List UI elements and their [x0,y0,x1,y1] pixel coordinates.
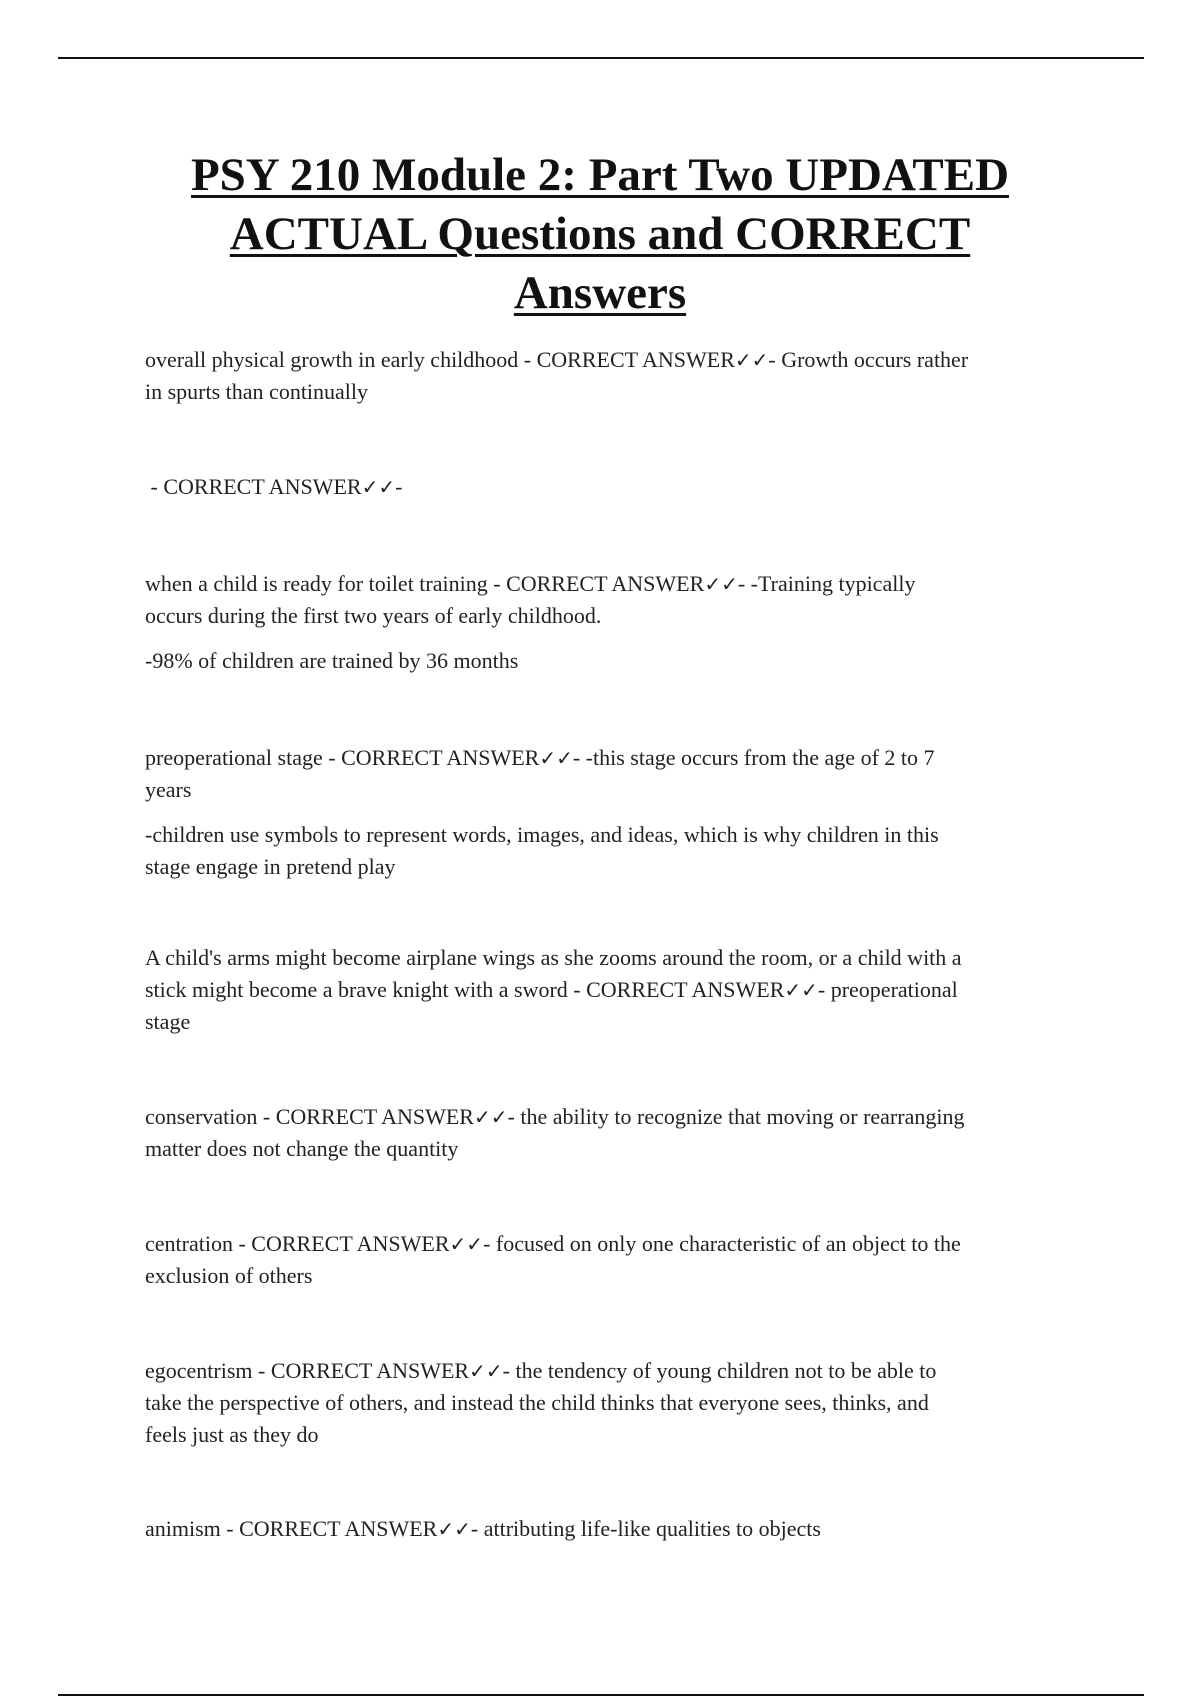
title-line: PSY 210 Module 2: Part Two UPDATED [190,149,1010,201]
double-check-icon: ✓✓ [539,746,573,770]
text-line: occurs during the first two years of early childhood. [145,603,602,628]
double-check-icon: ✓✓ [469,1359,503,1383]
text-line: egocentrism - CORRECT ANSWER✓✓- the tendency of young children not to be able to [145,1358,937,1383]
text-line: exclusion of others [145,1263,313,1288]
qa-paragraph [145,1228,1065,1292]
double-check-icon: ✓✓ [473,1105,508,1129]
text-line: -98% of children are trained by 36 months [145,648,519,673]
text-line: take the perspective of others, and instead the child thinks that everyone sees, thinks, and [145,1390,929,1415]
double-check-icon: ✓✓ [734,348,769,372]
text-line: matter does not change the quantity [145,1136,459,1161]
qa-paragraph [145,568,1065,632]
qa-paragraph [145,1513,1065,1545]
qa-paragraph [145,471,1065,503]
title-line: ACTUAL Questions and CORRECT [229,208,971,260]
text-line: preoperational stage - CORRECT ANSWER✓✓- -this stage occurs from the age of 2 to 7 [145,745,935,770]
qa-paragraph [145,942,1065,1038]
text-line: stage engage in pretend play [145,854,396,879]
text-line: stick might become a brave knight with a sword - CORRECT ANSWER✓✓- preoperational [145,977,958,1002]
document-title [80,146,1120,323]
footer-rule [58,1694,1144,1696]
double-check-icon: ✓✓ [437,1517,471,1541]
double-check-icon: ✓✓ [704,572,738,596]
qa-paragraph [145,1355,1065,1451]
text-line: when a child is ready for toilet training - CORRECT ANSWER✓✓- -Training typically [145,571,916,596]
text-line: centration - CORRECT ANSWER✓✓- focused on only one characteristic of an object to the [145,1231,961,1256]
text-line: overall physical growth in early childhood - CORRECT ANSWER✓✓- Growth occurs rather [145,347,969,372]
text-line: years [145,777,192,802]
text-line: stage [145,1009,191,1034]
text-line: A child's arms might become airplane wings as she zooms around the room, or a child with a [145,945,962,970]
qa-paragraph [145,819,1065,883]
text-line: - CORRECT ANSWER✓✓- [145,474,403,499]
double-check-icon: ✓✓ [361,475,396,499]
qa-paragraph [145,645,1065,677]
qa-paragraph [145,344,1065,408]
text-line: conservation - CORRECT ANSWER✓✓- the ability to recognize that moving or rearranging [145,1104,965,1129]
text-line: feels just as they do [145,1422,319,1447]
qa-paragraph [145,1101,1065,1165]
title-line: Answers [513,267,687,319]
double-check-icon: ✓✓ [784,978,818,1002]
text-line: -children use symbols to represent words, images, and ideas, which is why children in this [145,822,939,847]
text-line: in spurts than continually [145,379,369,404]
header-rule [58,57,1144,59]
qa-paragraph [145,742,1065,806]
text-line: animism - CORRECT ANSWER✓✓- attributing life-like qualities to objects [145,1516,821,1541]
double-check-icon: ✓✓ [449,1232,484,1256]
